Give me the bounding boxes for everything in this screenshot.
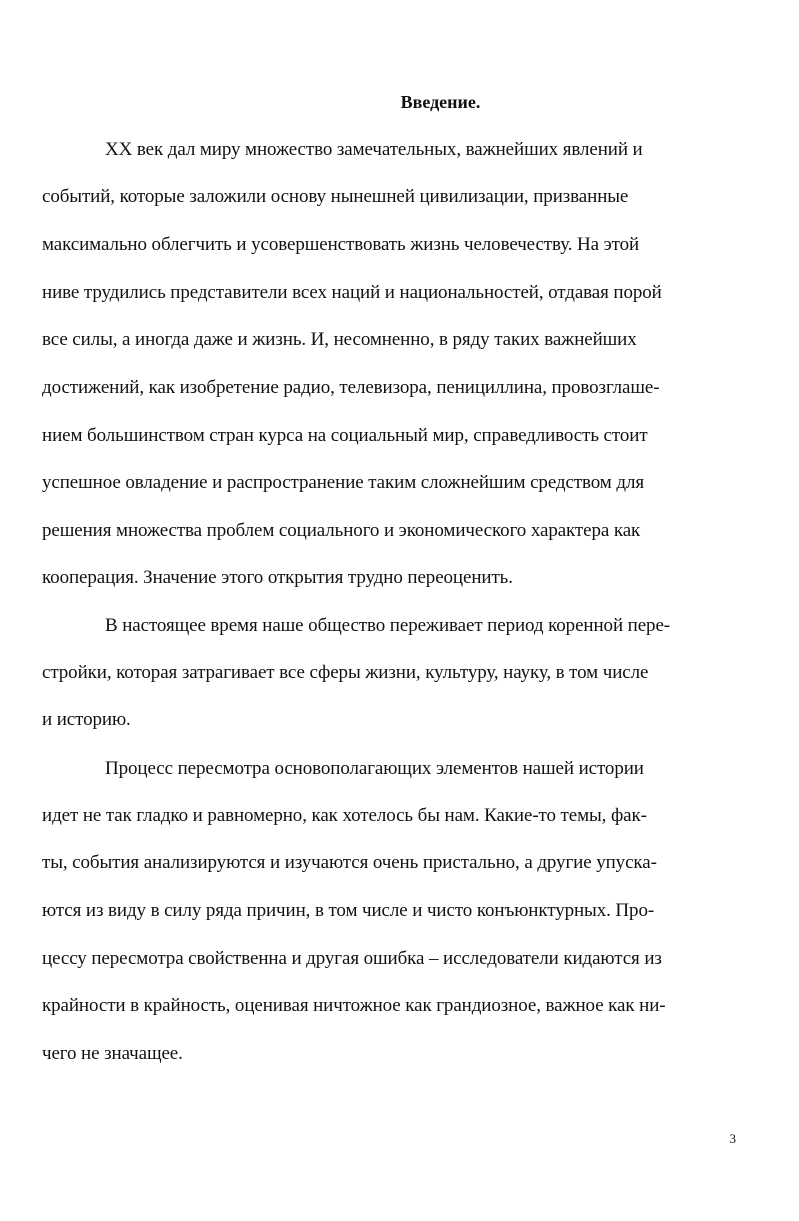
paragraph-1-line-9: решения множества проблем социального и экономического характера как xyxy=(42,520,641,541)
paragraph-1-line-7: нием большинством стран курса на социальный мир, справедливость стоит xyxy=(42,425,648,446)
paragraph-1-line-10: кооперация. Значение этого открытия трудно переоценить. xyxy=(42,567,513,588)
paragraph-2-line-1: В настоящее время наше общество переживает период коренной пере- xyxy=(105,615,671,636)
paragraph-1-line-1: XX век дал миру множество замечательных, важнейших явлений и xyxy=(105,139,643,160)
paragraph-3-line-5: цессу пересмотра свойственна и другая ошибка – исследователи кидаются из xyxy=(42,948,662,969)
paragraph-1-line-6: достижений, как изобретение радио, телевизора, пенициллина, провозглаше- xyxy=(42,377,660,398)
paragraph-2-line-3: и историю. xyxy=(42,709,131,730)
paragraph-3-line-3: ты, события анализируются и изучаются очень пристально, а другие упуска- xyxy=(42,852,657,873)
paragraph-1-line-3: максимально облегчить и усовершенствовать жизнь человечеству. На этой xyxy=(42,234,640,255)
paragraph-3-line-2: идет не так гладко и равномерно, как хотелось бы нам. Какие-то темы, фак- xyxy=(42,805,647,826)
paragraph-1-line-4: ниве трудились представители всех наций и национальностей, отдавая порой xyxy=(42,282,662,303)
paragraph-3-line-6: крайности в крайность, оценивая ничтожное как грандиозное, важное как ни- xyxy=(42,995,666,1016)
paragraph-3-line-1: Процесс пересмотра основополагающих элементов нашей истории xyxy=(105,758,644,779)
paragraph-1-line-2: событий, которые заложили основу нынешней цивилизации, призванные xyxy=(42,186,629,207)
paragraph-1-line-8: успешное овладение и распространение таким сложнейшим средством для xyxy=(42,472,644,493)
paragraph-2-line-2: стройки, которая затрагивает все сферы жизни, культуру, науку, в том числе xyxy=(42,662,649,683)
paragraph-1-line-5: все силы, а иногда даже и жизнь. И, несомненно, в ряду таких важнейших xyxy=(42,329,637,350)
page-number: 3 xyxy=(729,1131,736,1146)
page-title: Введение. xyxy=(400,92,481,112)
paragraph-3-line-7: чего не значащее. xyxy=(42,1043,183,1064)
paragraph-3-line-4: ются из виду в силу ряда причин, в том числе и чисто конъюнктурных. Про- xyxy=(42,900,655,921)
